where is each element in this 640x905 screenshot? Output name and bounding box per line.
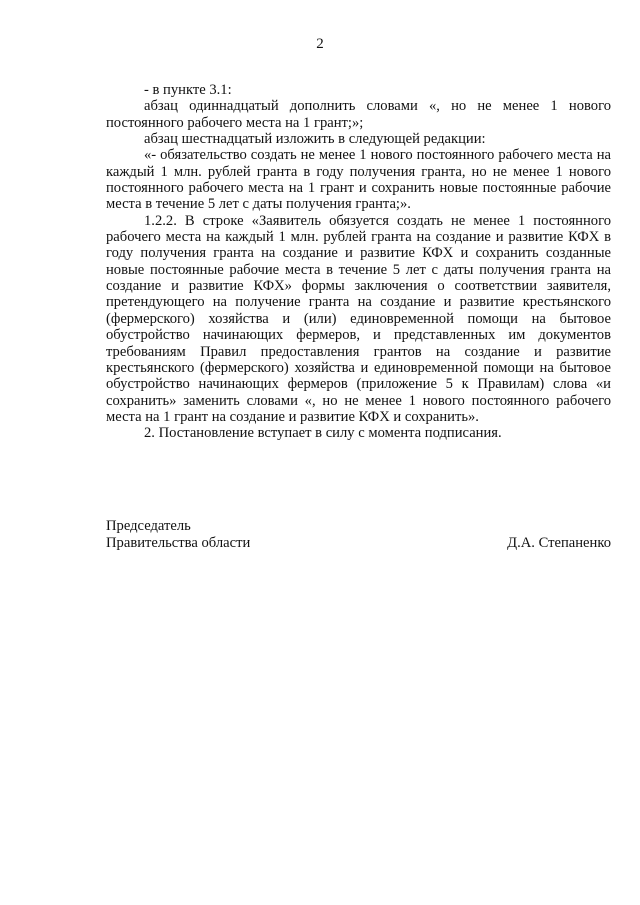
paragraph-item-3-1: - в пункте 3.1: [144,82,232,98]
signature-title-line2: Правительства области [106,535,251,551]
signature-name: Д.А. Степаненко [507,535,611,551]
paragraph-eleventh-amendment: абзац одиннадцатый дополнить словами «, но не менее 1 нового постоянного рабочего места на 1 грант;»; [106,98,611,131]
signature-block [106,518,611,552]
page-number: 2 [316,36,324,52]
paragraph-sixteenth-text: «- обязательство создать не менее 1 нового постоянного рабочего места на каждый 1 млн. рублей гранта в году получения гранта, но не менее 1 нового постоянного рабочего места на 1 грант и сохранить новые постоянные рабочие места в течение 5 лет с даты получения гранта;». [106,147,611,213]
signature-title-line1: Председатель [106,518,191,534]
document-body [106,82,611,442]
paragraph-effective: 2. Постановление вступает в силу с момента подписания. [144,425,502,442]
paragraph-sixteenth-intro: абзац шестнадцатый изложить в следующей редакции: [144,131,486,148]
paragraph-1-2-2: 1.2.2. В строке «Заявитель обязуется создать не менее 1 постоянного рабочего места на каждый 1 млн. рублей гранта на создание и развитие КФХ в году получения гранта на создание и развитие КФХ и сохранить созданные новые постоянные рабочие места в течение 5 лет с даты получения гранта на создание и развитие КФХ» формы заключения о соответствии заявителя, претендующего на получение гранта на создание и развитие крестьянского (фермерского) хозяйства и (или) единовременной помощи на бытовое обустройство начинающих фермеров, и представленных им документов требованиям Правил предоставления грантов на создание и развитие крестьянского (фермерского) хозяйства и единовременной помощи на бытовое обустройство начинающих фермеров (приложение 5 к Правилам) слова «и сохранить» заменить словами «, но не менее 1 нового постоянного рабочего места на 1 грант на создание и развитие КФХ и сохранить». [106,212,611,425]
